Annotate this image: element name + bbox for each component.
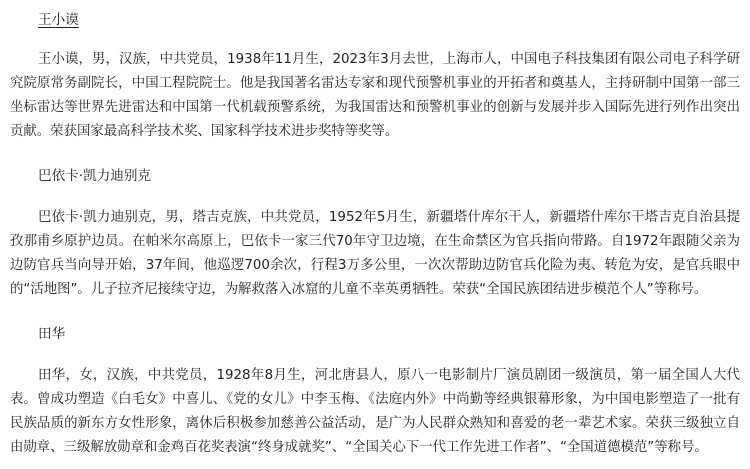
section-heading-wang-xiaomo xyxy=(38,11,79,29)
person-name: 田华 xyxy=(38,326,66,342)
bio-paragraph-wang-xiaomo: 王小谟，男，汉族，中共党员，1938年11月生，2023年3月去世，上海市人，中国电子科技集团有限公司电子科学研究院原常务副院长，中国工程院院士。他是我国著名雷达专家和现代预警机事业的开拓者和奠基人，主持研制中国第一部三坐标雷达等世界先进雷达和中国第一代机载预警系统，为我国雷达和预警机事业的创新与发展并步入国际先进行列作出突出贡献。荣获国家最高科学技术奖、国家科学技术进步奖特等奖等。 xyxy=(10,52,740,139)
person-name: 巴依卡·凯力迪别克 xyxy=(38,168,152,184)
bio-paragraph-tian-hua: 田华，女，汉族，中共党员，1928年8月生，河北唐县人，原八一电影制片厂演员剧团一级演员，第一届全国人大代表。曾成功塑造《白毛女》中喜儿、《党的女儿》中李玉梅、《法庭内外》中尚勤等经典银幕形象，为中国电影塑造了一批有民族品质的新东方女性形象，离休后积极参加慈善公益活动，是广为人民群众熟知和喜爱的老一辈艺术家。荣获三级独立自由勋章、三级解放勋章和金鸡百花奖表演“终身成就奖”、“全国关心下一代工作先进工作者”、“全国道德模范”等称号。 xyxy=(10,368,740,455)
bio-paragraph-bayika: 巴依卡·凯力迪别克，男，塔吉克族，中共党员，1952年5月生，新疆塔什库尔干人，新疆塔什库尔干塔吉克自治县提孜那甫乡原护边员。在帕米尔高原上，巴依卡一家三代70年守卫边境，在生命禁区为官兵指向带路。自1972年跟随父亲为边防官兵当向导开始，37年间，他巡逻700余次，行程3万多公里，一次次帮助边防官兵化险为夷、转危为安，是官兵眼中的“活地图”。儿子拉齐尼接续守边，为解救落入冰窟的儿童不幸英勇牺牲。荣获“全国民族团结进步模范个人”等称号。 xyxy=(10,210,740,297)
section-heading-tian-hua xyxy=(38,325,65,343)
section-heading-bayika xyxy=(38,167,151,185)
person-name: 王小谟 xyxy=(38,12,79,28)
